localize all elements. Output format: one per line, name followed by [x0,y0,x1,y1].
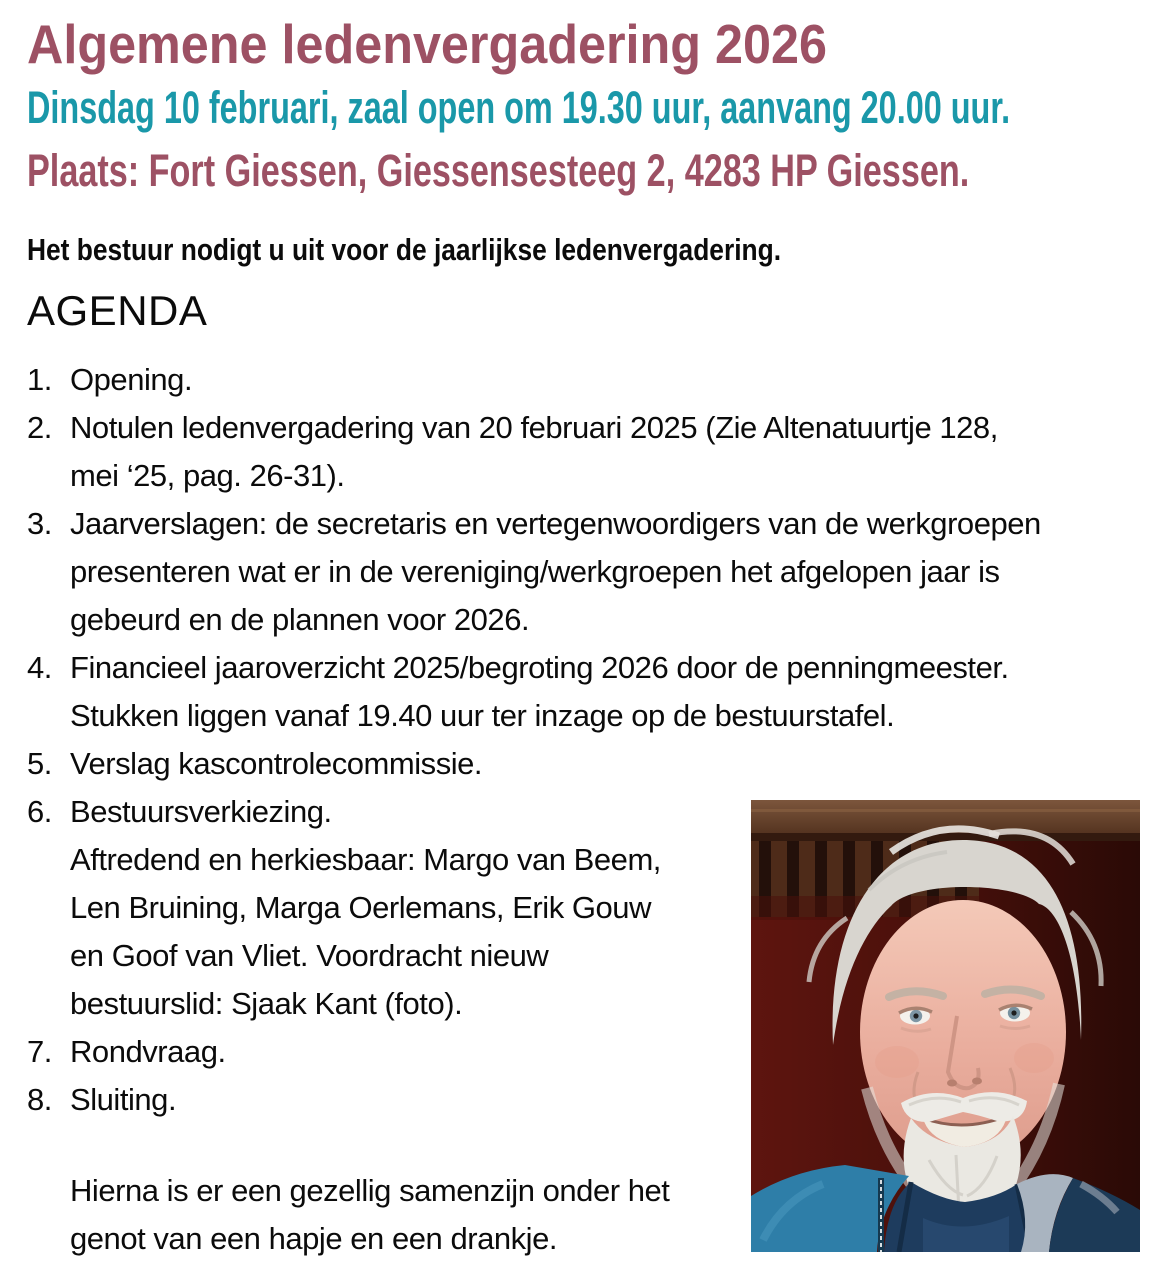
agenda-item-lines [70,500,1041,644]
agenda-item-kascontrole [27,740,1174,788]
meeting-datetime-text: Dinsdag 10 februari, zaal open om 19.30 uur, aanvang 20.00 uur. [27,82,1011,133]
meeting-datetime-line [27,82,1174,134]
agenda-item-number: 1. [27,362,52,397]
agenda-item-lines [70,1076,176,1124]
agenda-item-number: 4. [27,650,52,685]
page-title [27,13,1174,75]
agenda-item-notulen [27,404,1174,500]
agenda-item-text-line: gebeurd en de plannen voor 2026. [70,602,530,637]
agenda-item-lines [70,740,482,788]
page-title-text: Algemene ledenvergadering 2026 [27,13,827,75]
agenda-item-text-line: Bestuursverkiezing. [70,794,332,829]
agenda-item-number: 8. [27,1082,52,1117]
portrait-photo-illustration [751,800,1140,1252]
agenda-item-text-line: Aftredend en herkiesbaar: Margo van Beem, [70,842,661,877]
agenda-item-text-line: Rondvraag. [70,1034,226,1069]
invitation-text [27,230,1174,270]
meeting-location-line [27,145,1174,197]
agenda-item-jaarverslagen [27,500,1174,644]
agenda-item-text-line: Verslag kascontrolecommissie. [70,746,483,781]
agenda-item-text-line: Stukken liggen vanaf 19.40 uur ter inzage op de bestuurstafel. [70,698,895,733]
closing-text-line: genot van een hapje en een drankje. [70,1221,558,1256]
agenda-item-text-line: en Goof van Vliet. Voordracht nieuw [70,938,549,973]
agenda-item-financieel [27,644,1174,740]
agenda-item-text-line: Sluiting. [70,1082,177,1117]
agenda-item-number: 6. [27,794,52,829]
agenda-item-text-line: bestuurslid: Sjaak Kant (foto). [70,986,463,1021]
agenda-item-number: 2. [27,410,52,445]
portrait-photo-sjaak-kant [751,800,1140,1252]
closing-text-line: Hierna is er een gezellig samenzijn onder het [70,1173,670,1208]
agenda-item-opening [27,356,1174,404]
agenda-item-lines [70,1028,226,1076]
agenda-item-number: 7. [27,1034,52,1069]
invitation-text-inner: Het bestuur nodigt u uit voor de jaarlijkse ledenvergadering. [27,232,782,267]
agenda-item-text-line: Notulen ledenvergadering van 20 februari 2025 (Zie Altenatuurtje 128, [70,410,998,445]
agenda-item-text-line: mei ‘25, pag. 26-31). [70,458,345,493]
agenda-item-lines [70,356,192,404]
agenda-item-text-line: Opening. [70,362,193,397]
agenda-item-text-line: Len Bruining, Marga Oerlemans, Erik Gouw [70,890,651,925]
agenda-item-lines [70,788,661,1028]
meeting-location-text: Plaats: Fort Giessen, Giessensesteeg 2, 4283 HP Giessen. [27,145,970,196]
agenda-item-text-line: Jaarverslagen: de secretaris en vertegenwoordigers van de werkgroepen [70,506,1041,541]
agenda-item-text-line: presenteren wat er in de vereniging/werkgroepen het afgelopen jaar is [70,554,1000,589]
agenda-heading: AGENDA [27,287,208,334]
agenda-item-lines [70,644,1009,740]
agenda-item-number: 3. [27,506,52,541]
agenda-item-lines [70,404,998,500]
agenda-item-text-line: Financieel jaaroverzicht 2025/begroting 2026 door de penningmeester. [70,650,1009,685]
agenda-item-number: 5. [27,746,52,781]
